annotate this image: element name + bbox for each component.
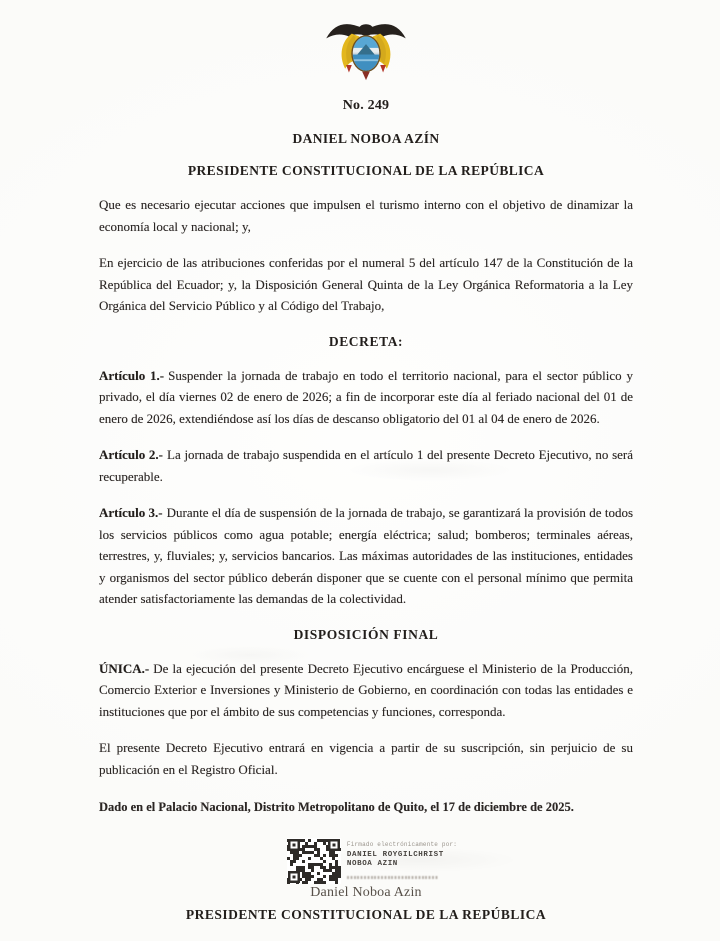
author-title: PRESIDENTE CONSTITUCIONAL DE LA REPÚBLICA [187, 163, 545, 178]
article-2-text: La jornada de trabajo suspendida en el artículo 1 del presente Decreto Ejecutivo, no será recuperable. [99, 447, 633, 484]
stamp-caption: Firmado electrónicamente por: [346, 840, 458, 848]
qr-code [287, 838, 341, 884]
final-disposition-label: ÚNICA.- [99, 660, 150, 676]
article-1-text: Suspender la jornada de trabajo en todo el territorio nacional, para el sector público y privado, el día viernes 02 de enero de 2026; a fin de incorporar este día al feriado nacional del 01 de enero de 2026, extendiéndose así los días de descanso obligatorio del 01 al 04 de enero de 2026. [99, 367, 633, 426]
final-disposition-text: De la ejecución del presente Decreto Ejecutivo encárguese el Ministerio de la Producción, Comercio Exterior e Inversiones y Ministerio de Gobierno, en coordinación con todas las entidades e instituciones que por el ámbito de sus competencias y funciones, corresponda. [99, 660, 633, 719]
signer-name: Daniel Noboa Azin [310, 884, 422, 900]
stamp-name-line-2: NOBOA AZIN [346, 859, 398, 868]
stamp-microtext-line [347, 876, 439, 879]
author-name: DANIEL NOBOA AZÍN [292, 131, 440, 146]
article-2-label: Artículo 2.- [99, 447, 164, 462]
ecuador-coat-of-arms-icon [320, 10, 412, 82]
issued-line: Dado en el Palacio Nacional, Distrito Metropolitano de Quito, el 17 de diciembre de 2025. [99, 800, 574, 814]
stamp-name [347, 851, 457, 869]
article-1 [99, 365, 633, 430]
preamble-paragraph-1: Que es necesario ejecutar acciones que impulsen el turismo interno con el objetivo de dinamizar la economía local y nacional; y, [99, 197, 633, 234]
article-3-label: Artículo 3.- [99, 505, 163, 520]
final-disposition [99, 658, 633, 723]
article-2 [99, 444, 633, 487]
final-disposition-heading: DISPOSICIÓN FINAL [293, 626, 439, 642]
electronic-signature-stamp [287, 838, 457, 884]
stamp-name-line-1: DANIEL ROYGILCHRIST [346, 850, 444, 859]
article-1-label: Artículo 1.- [99, 367, 165, 383]
signature-block [99, 838, 633, 923]
signer-title: PRESIDENTE CONSTITUCIONAL DE LA REPÚBLICA [185, 906, 547, 922]
preamble-paragraph-2: En ejercicio de las atribuciones conferidas por el numeral 5 del artículo 147 de la Constitución de la República del Ecuador; y, la Disposición General Quinta de la Ley Orgánica Reformatoria a la Ley Orgánica del Servicio Público y al Código del Trabajo, [99, 255, 633, 313]
entry-into-force-paragraph: El presente Decreto Ejecutivo entrará en vigencia a partir de su suscripción, sin perjuicio de su publicación en el Registro Oficial. [99, 740, 633, 777]
stamp-text [347, 838, 457, 879]
emblem-wrap [99, 10, 633, 87]
article-3 [99, 502, 633, 610]
decree-content [99, 10, 633, 923]
decreta-heading: DECRETA: [328, 333, 404, 349]
decree-number: No. 249 [342, 98, 390, 113]
article-3-text: Durante el día de suspensión de la jornada de trabajo, se garantizará la provisión de todos los servicios públicos como agua potable; energía eléctrica; salud; bomberos; terminales aéreas, terrestres, y, fluviales; y, servicios bancarios. Las máximas autoridades de las instituciones, entidades y organismos del sector público deberán disponer que se cuente con el personal mínimo que permita atender satisfactoriamente las demandas de la colectividad. [99, 505, 633, 606]
